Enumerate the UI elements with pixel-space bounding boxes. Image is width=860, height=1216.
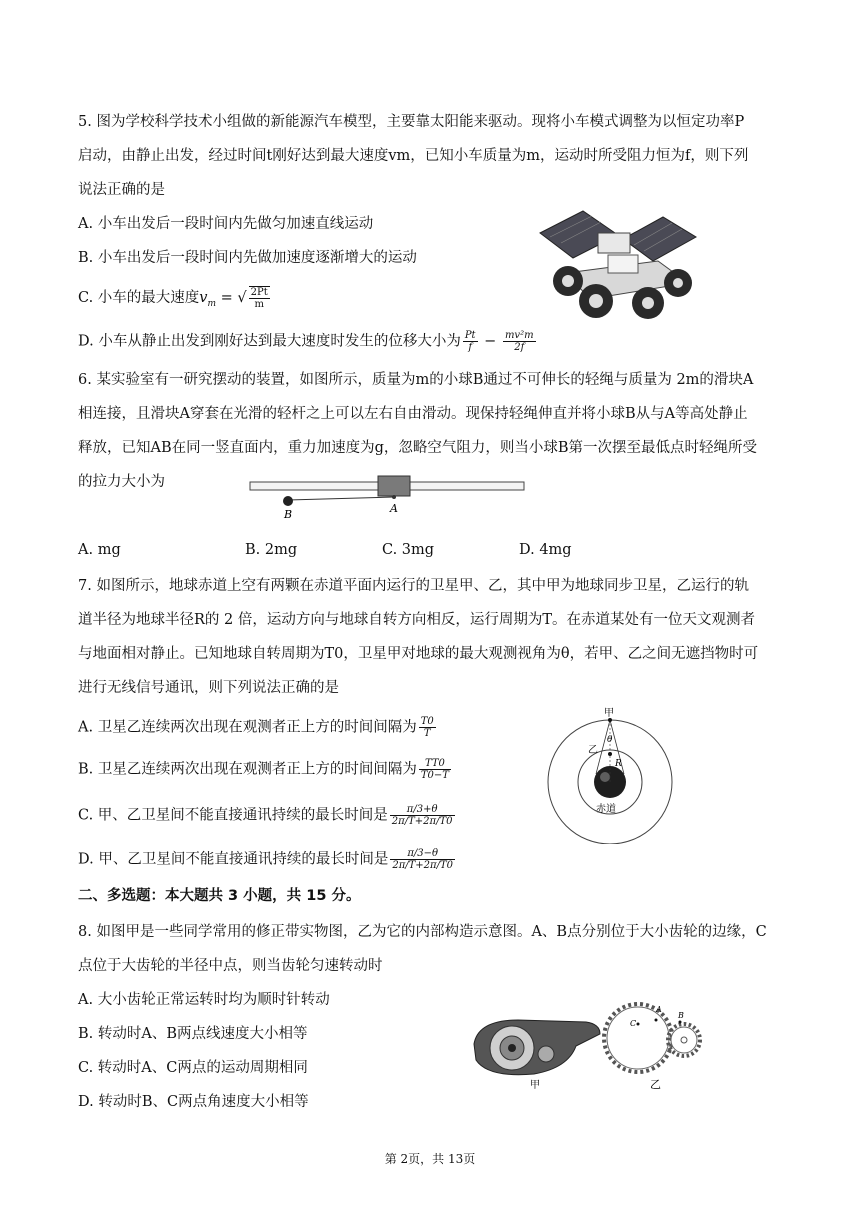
q5-option-c-text: C. 小车的最大速度 — [78, 290, 200, 306]
section-header-multi-choice: 二、多选题：本大题共 3 小题，共 15 分。 — [78, 888, 361, 904]
slider-a — [378, 476, 410, 496]
q8-stem-line1: 8. 如图甲是一些同学常用的修正带实物图，乙为它的内部构造示意图。A、B点分别位于大小齿轮的边缘，C — [78, 924, 767, 940]
pendulum-slider-figure — [248, 470, 528, 520]
q5-d-f1-den: f — [468, 342, 473, 353]
label-equator: 赤道 — [596, 804, 616, 815]
q8-option-d: D. 转动时B、C两点角速度大小相等 — [78, 1094, 309, 1110]
small-gear — [668, 1024, 700, 1056]
q7-option-d — [78, 848, 457, 871]
q5-option-d: D. 小车从静止出发到刚好达到最大速度时发生的位移大小为 $\frac{Pt}{f}$ − $\frac{\text{mv²m}}{2f}$ — [78, 330, 534, 353]
q5-stem-line2: 启动，由静止出发，经过时间t刚好达到最大速度vm，已知小车质量为m，运动时所受阻力恒为f，则下列 — [78, 148, 749, 164]
q6-option-d: D. 4mg — [519, 542, 572, 558]
label-jia: 甲 — [604, 708, 614, 719]
q7-option-a — [78, 716, 438, 739]
point-b — [679, 1021, 682, 1024]
q7-stem-line2: 道半径为地球半径R的 2 倍，运动方向与地球自转方向相反，运行周期为T。在赤道某处有一位天文观测者 — [78, 612, 756, 628]
label-a: A — [390, 502, 398, 515]
q8-option-a: A. 大小齿轮正常运转时均为顺时针转动 — [78, 992, 330, 1008]
ball-b — [283, 496, 293, 506]
car-body-box — [598, 233, 630, 253]
q7-option-d-text: D. 甲、乙卫星间不能直接通讯持续的最长时间是 — [78, 851, 389, 868]
q7-stem-line1: 7. 如图所示，地球赤道上空有两颗在赤道平面内运行的卫星甲、乙，其中甲为地球同步卫星，乙运行的轨 — [78, 578, 749, 594]
q6-option-c: C. 3mg — [382, 542, 435, 558]
q5-c-den: m — [254, 299, 264, 310]
q7-option-c — [78, 804, 457, 827]
q7-option-a-text: A. 卫星乙连续两次出现在观测者正上方的时间间隔为 — [78, 719, 417, 736]
sqrt-symbol: √ $\frac{2Pt}{m}$ — [237, 287, 268, 310]
q5-option-c: C. 小车的最大速度$v_m$ = √ $\frac{2Pt}{m}$ — [78, 286, 272, 314]
correction-tape-figure — [468, 1012, 608, 1092]
q5-option-b: B. 小车出发后一段时间内先做加速度逐渐增大的运动 — [78, 250, 417, 266]
label-b: B — [284, 508, 293, 520]
label-c: C — [630, 1019, 637, 1028]
q7-a-num: T0 — [420, 716, 434, 727]
q6-stem-line2: 相连接，且滑块A穿套在光滑的轻杆之上可以左右自由滑动。现保持轻绳伸直并将小球B从与A等高处静止 — [78, 406, 748, 422]
q6-option-a: A. mg — [78, 542, 121, 558]
q6-option-b: B. 2mg — [245, 542, 298, 558]
q6-stem-line1: 6. 某实验室有一研究摆动的装置，如图所示，质量为m的小球B通过不可伸长的轻绳与质量为 2m的滑块A — [78, 372, 754, 388]
q5-stem-line3: 说法正确的是 — [78, 182, 165, 198]
q5-d-f2-num: mv²m — [504, 330, 534, 341]
q7-option-b — [78, 758, 453, 781]
motor-box — [608, 255, 638, 273]
q7-option-c-text: C. 甲、乙卫星间不能直接通讯持续的最长时间是 — [78, 807, 388, 824]
q6-stem-line4: 的拉力大小为 — [78, 474, 165, 490]
orbit-figure — [540, 704, 684, 844]
q7-c-den: 2π/T+2π/T0 — [391, 816, 453, 827]
q7-a-den: T — [423, 728, 431, 739]
label-jia: 甲 — [530, 1080, 540, 1091]
solar-car-figure — [538, 203, 698, 325]
label-theta: θ — [607, 735, 613, 745]
satellite-yi — [608, 752, 612, 756]
q7-option-b-text: B. 卫星乙连续两次出现在观测者正上方的时间间隔为 — [78, 761, 417, 778]
q7-stem-line4: 进行无线信号通讯，则下列说法正确的是 — [78, 680, 339, 696]
q7-d-den: 2π/T+2π/T0 — [392, 860, 454, 871]
gears-figure — [598, 998, 710, 1092]
q5-option-a: A. 小车出发后一段时间内先做匀加速直线运动 — [78, 216, 374, 232]
label-b: B — [678, 1011, 684, 1020]
point-a — [655, 1019, 658, 1022]
q7-stem-line3: 与地面相对静止。已知地球自转周期为T0，卫星甲对地球的最大观测视角为θ，若甲、乙之间无遮挡物时可 — [78, 646, 759, 662]
q5-d-f1-num: Pt — [464, 330, 476, 341]
rope — [288, 497, 394, 500]
q7-b-den: T0−T — [420, 770, 449, 781]
q5-stem-line1: 5. 图为学校科学技术小组做的新能源汽车模型，主要靠太阳能来驱动。现将小车模式调整为以恒定功率P — [78, 114, 745, 130]
q5-d-f2-den: 2f — [514, 342, 525, 353]
point-c — [637, 1023, 640, 1026]
label-r: R — [615, 759, 622, 769]
q8-option-b: B. 转动时A、B两点线速度大小相等 — [78, 1026, 308, 1042]
q7-d-num: π/3−θ — [390, 848, 455, 860]
q7-c-num: π/3+θ — [390, 804, 455, 816]
page-footer: 第 2页，共 13页 — [384, 1152, 476, 1166]
label-yi: 乙 — [650, 1078, 661, 1091]
q8-option-c: C. 转动时A、C两点的运动周期相同 — [78, 1060, 308, 1076]
solar-panel-right — [623, 217, 696, 261]
big-gear — [604, 1004, 672, 1072]
label-yi: 乙 — [588, 745, 598, 756]
q8-stem-line2: 点位于大齿轮的半径中点，则当齿轮匀速转动时 — [78, 958, 383, 974]
q5-option-d-text: D. 小车从静止出发到刚好达到最大速度时发生的位移大小为 — [78, 333, 461, 350]
q6-stem-line3: 释放，已知AB在同一竖直面内，重力加速度为g，忽略空气阻力，则当小球B第一次摆至最低点时轻绳所受 — [78, 440, 758, 456]
q7-b-num: TT0 — [419, 758, 451, 770]
q5-c-num: 2Pt — [250, 287, 268, 298]
label-a: A — [656, 1005, 662, 1014]
